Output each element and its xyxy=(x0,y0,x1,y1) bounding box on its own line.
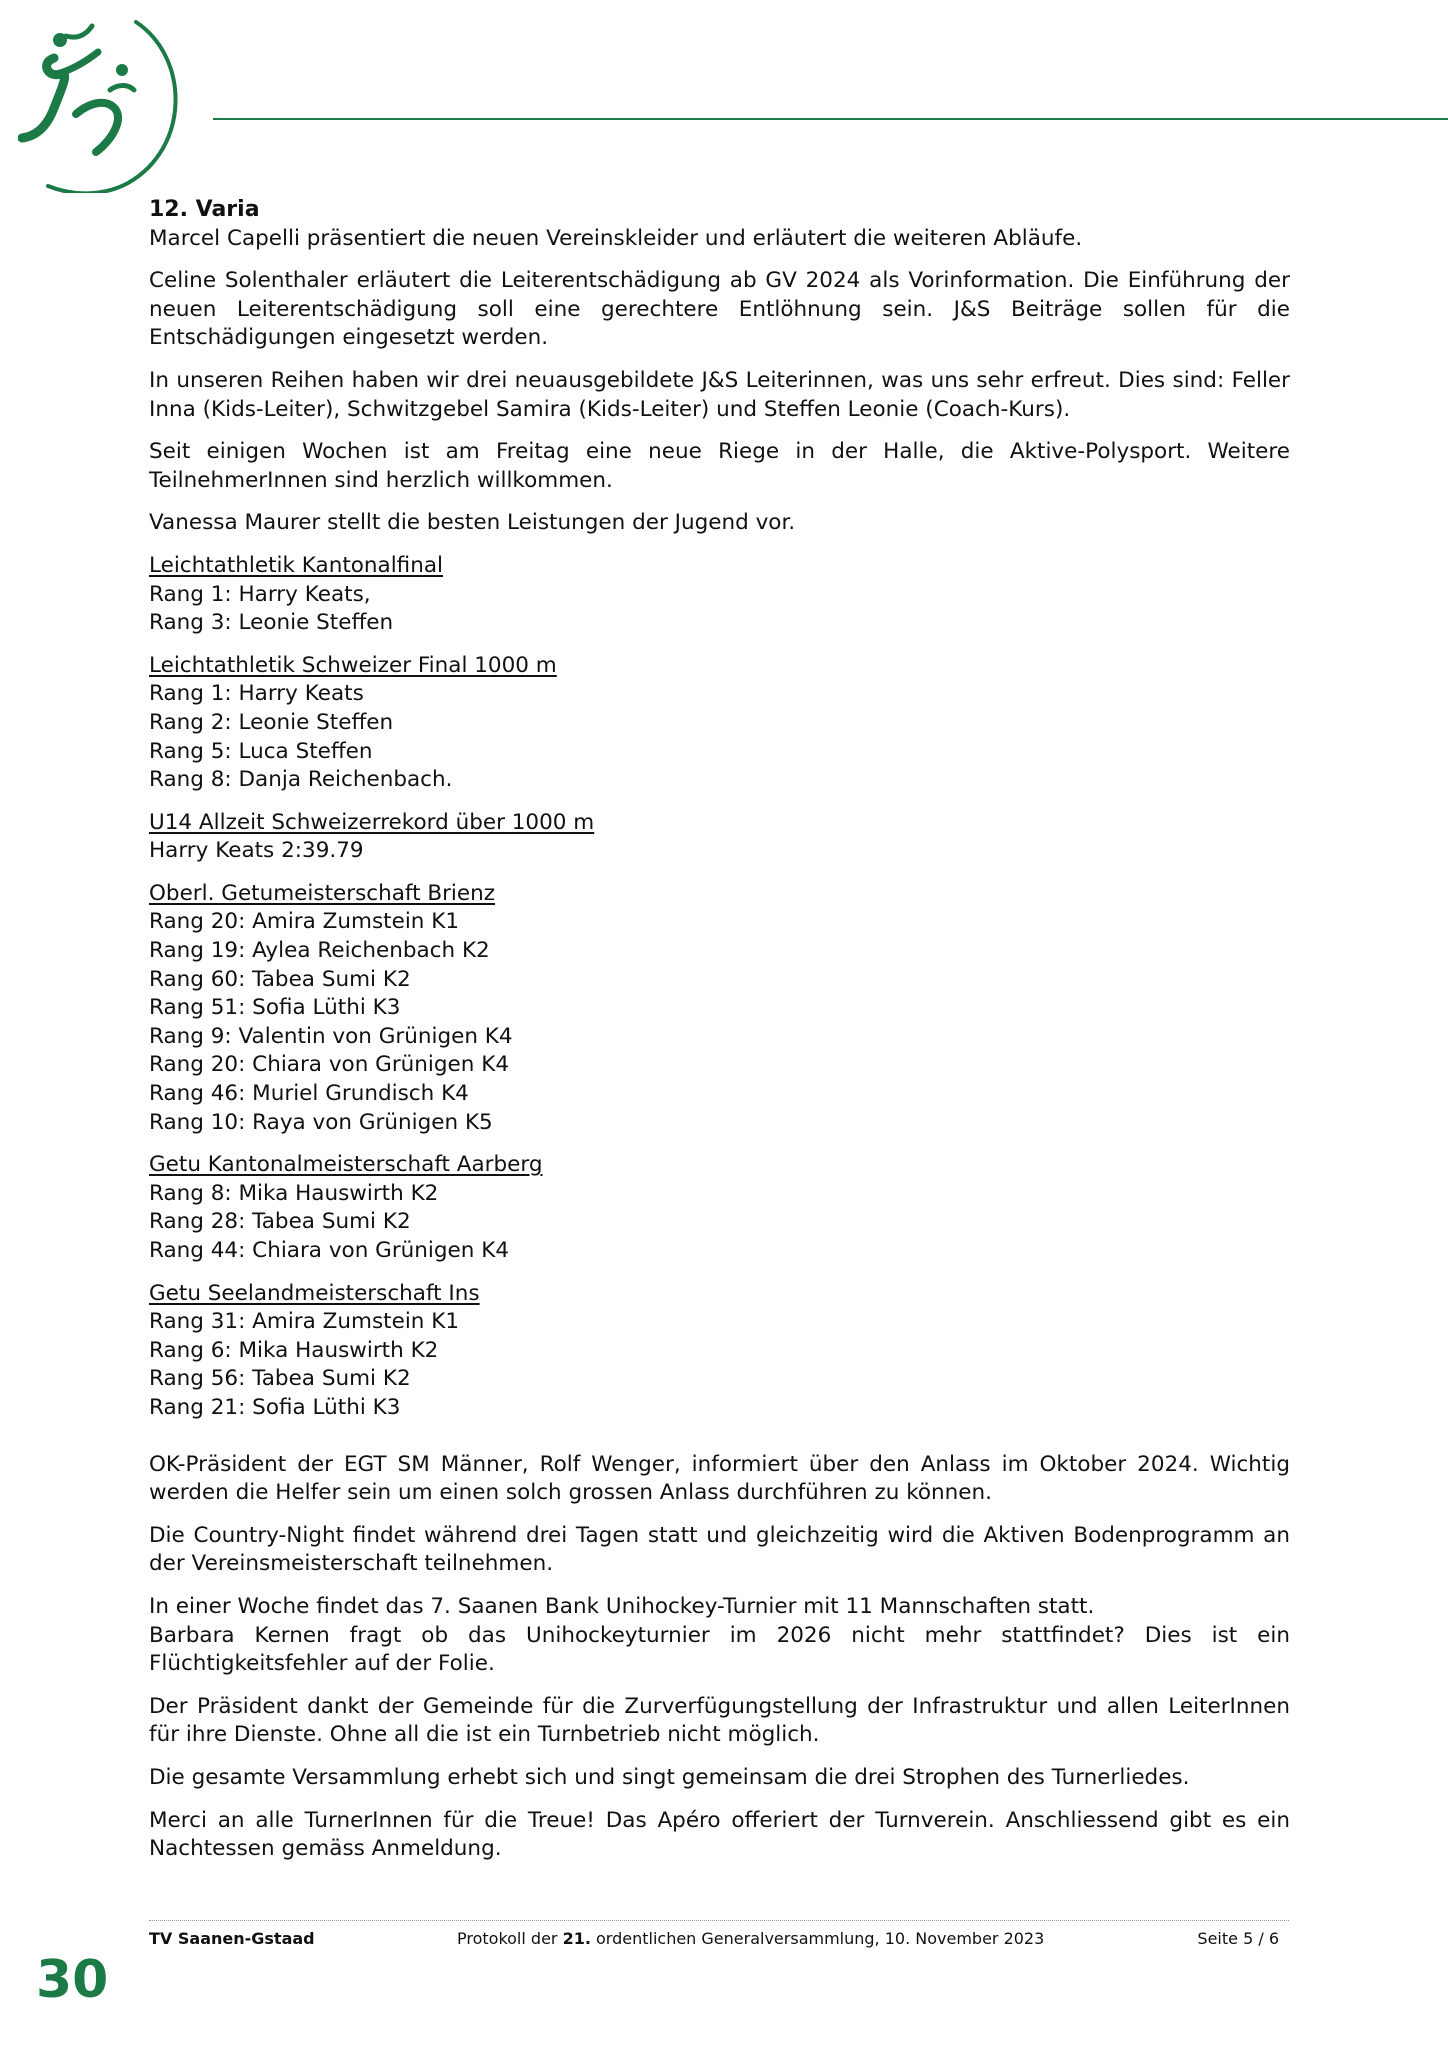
paragraph: Die gesamte Versammlung erhebt sich und singt gemeinsam die drei Strophen des Turnerliedes. xyxy=(149,1764,1190,1790)
document-body xyxy=(149,196,1290,1864)
result-entry: Rang 2: Leonie Steffen xyxy=(149,709,394,735)
results-heading: U14 Allzeit Schweizerrekord über 1000 m xyxy=(149,809,595,835)
results-block xyxy=(149,809,1290,866)
results-block xyxy=(149,652,1290,795)
result-entry: Rang 10: Raya von Grünigen K5 xyxy=(149,1109,493,1135)
footer-protocol-number: 21. xyxy=(562,1929,591,1948)
result-entry: Rang 56: Tabea Sumi K2 xyxy=(149,1366,411,1392)
results-heading: Getu Seelandmeisterschaft Ins xyxy=(149,1280,480,1306)
results-block xyxy=(149,1151,1290,1265)
result-entry: Rang 46: Muriel Grundisch K4 xyxy=(149,1081,469,1107)
paragraph: Merci an alle TurnerInnen für die Treue! Das Apéro offeriert der Turnverein. Anschliessend gibt es ein Nachtessen gemäss Anmeldung. xyxy=(149,1807,1290,1862)
result-entry: Harry Keats 2:39.79 xyxy=(149,838,364,864)
footer-protocol xyxy=(457,1929,1044,1948)
result-entry: Rang 28: Tabea Sumi K2 xyxy=(149,1209,411,1235)
paragraph: Die Country-Night findet während drei Tagen statt und gleichzeitig wird die Aktiven Bodenprogramm an der Vereinsmeisterschaft teilnehmen. xyxy=(149,1522,1290,1577)
footer-org: TV Saanen-Gstaad xyxy=(149,1929,315,1948)
results-heading: Leichtathletik Schweizer Final 1000 m xyxy=(149,652,557,678)
result-entry: Rang 8: Mika Hauswirth K2 xyxy=(149,1180,439,1206)
paragraph-intro: Marcel Capelli präsentiert die neuen Vereinskleider und erläutert die weiteren Abläufe. xyxy=(149,225,1083,251)
result-entry: Rang 44: Chiara von Grünigen K4 xyxy=(149,1238,509,1263)
result-entry: Rang 1: Harry Keats, xyxy=(149,581,371,607)
paragraph: OK-Präsident der EGT SM Männer, Rolf Wenger, informiert über den Anlass im Oktober 2024. Wichtig werden die Helfer sein um einen solch grossen Anlass durchführen zu können. xyxy=(149,1451,1290,1506)
result-entry: Rang 60: Tabea Sumi K2 xyxy=(149,966,411,992)
results-block xyxy=(149,880,1290,1137)
results-block xyxy=(149,1280,1290,1423)
paragraph-group xyxy=(149,1593,1290,1679)
page-footer xyxy=(149,1929,1289,1953)
result-entry: Rang 21: Sofia Lüthi K3 xyxy=(149,1394,401,1420)
page-badge: 30 xyxy=(36,1950,109,2010)
gymnast-figure-logo-icon xyxy=(18,18,188,193)
footer-rule xyxy=(149,1920,1289,1921)
result-entry: Rang 20: Amira Zumstein K1 xyxy=(149,909,460,935)
result-entry: Rang 5: Luca Steffen xyxy=(149,738,373,764)
results-block xyxy=(149,552,1290,638)
paragraph: Celine Solenthaler erläutert die Leiterentschädigung ab GV 2024 als Vorinformation. Die Einführung der neuen Leiterentschädigung soll eine gerechtere Entlöhnung sein. J&S Beiträge sollen für die Entschädigungen eingesetzt werden. xyxy=(149,268,1290,351)
footer-protocol-suffix: ordentlichen Generalversammlung, 10. November 2023 xyxy=(590,1929,1045,1948)
footer-page-number: Seite 5 / 6 xyxy=(1197,1929,1279,1948)
results-heading: Leichtathletik Kantonalfinal xyxy=(149,552,443,578)
result-entry: Rang 1: Harry Keats xyxy=(149,681,364,707)
paragraph: Seit einigen Wochen ist am Freitag eine neue Riege in der Halle, die Aktive-Polysport. Weitere TeilnehmerInnen sind herzlich willkommen. xyxy=(149,439,1290,493)
result-entry: Rang 31: Amira Zumstein K1 xyxy=(149,1309,460,1335)
result-entry: Rang 51: Sofia Lüthi K3 xyxy=(149,995,401,1021)
results-heading: Getu Kantonalmeisterschaft Aarberg xyxy=(149,1152,543,1178)
result-entry: Rang 6: Mika Hauswirth K2 xyxy=(149,1337,439,1363)
paragraph: Der Präsident dankt der Gemeinde für die Zurverfügungstellung der Infrastruktur und allen LeiterInnen für ihre Dienste. Ohne all die ist ein Turnbetrieb nicht möglich. xyxy=(149,1693,1290,1748)
results-heading: Oberl. Getumeisterschaft Brienz xyxy=(149,880,496,906)
paragraph-line: Barbara Kernen fragt ob das Unihockeyturnier im 2026 nicht mehr stattfindet? Dies ist ein Flüchtigkeitsfehler auf der Folie. xyxy=(149,1622,1290,1677)
section-title: 12. Varia xyxy=(149,197,260,222)
spacer xyxy=(149,1423,1290,1451)
paragraph: In unseren Reihen haben wir drei neuausgebildete J&S Leiterinnen, was uns sehr erfreut. Dies sind: Feller Inna (Kids-Leiter), Schwitzgebel Samira (Kids-Leiter) und Steffen Leonie (Coach-Kurs). xyxy=(149,367,1290,422)
result-entry: Rang 20: Chiara von Grünigen K4 xyxy=(149,1052,509,1078)
header-rule xyxy=(213,118,1448,120)
paragraph: Vanessa Maurer stellt die besten Leistungen der Jugend vor. xyxy=(149,510,796,536)
result-entry: Rang 8: Danja Reichenbach. xyxy=(149,767,453,793)
paragraph-line: In einer Woche findet das 7. Saanen Bank Unihockey-Turnier mit 11 Mannschaften statt. xyxy=(149,1593,1095,1619)
result-entry: Rang 19: Aylea Reichenbach K2 xyxy=(149,938,490,964)
result-entry: Rang 9: Valentin von Grünigen K4 xyxy=(149,1023,513,1049)
result-entry: Rang 3: Leonie Steffen xyxy=(149,610,394,636)
footer-protocol-prefix: Protokoll der xyxy=(457,1929,563,1948)
